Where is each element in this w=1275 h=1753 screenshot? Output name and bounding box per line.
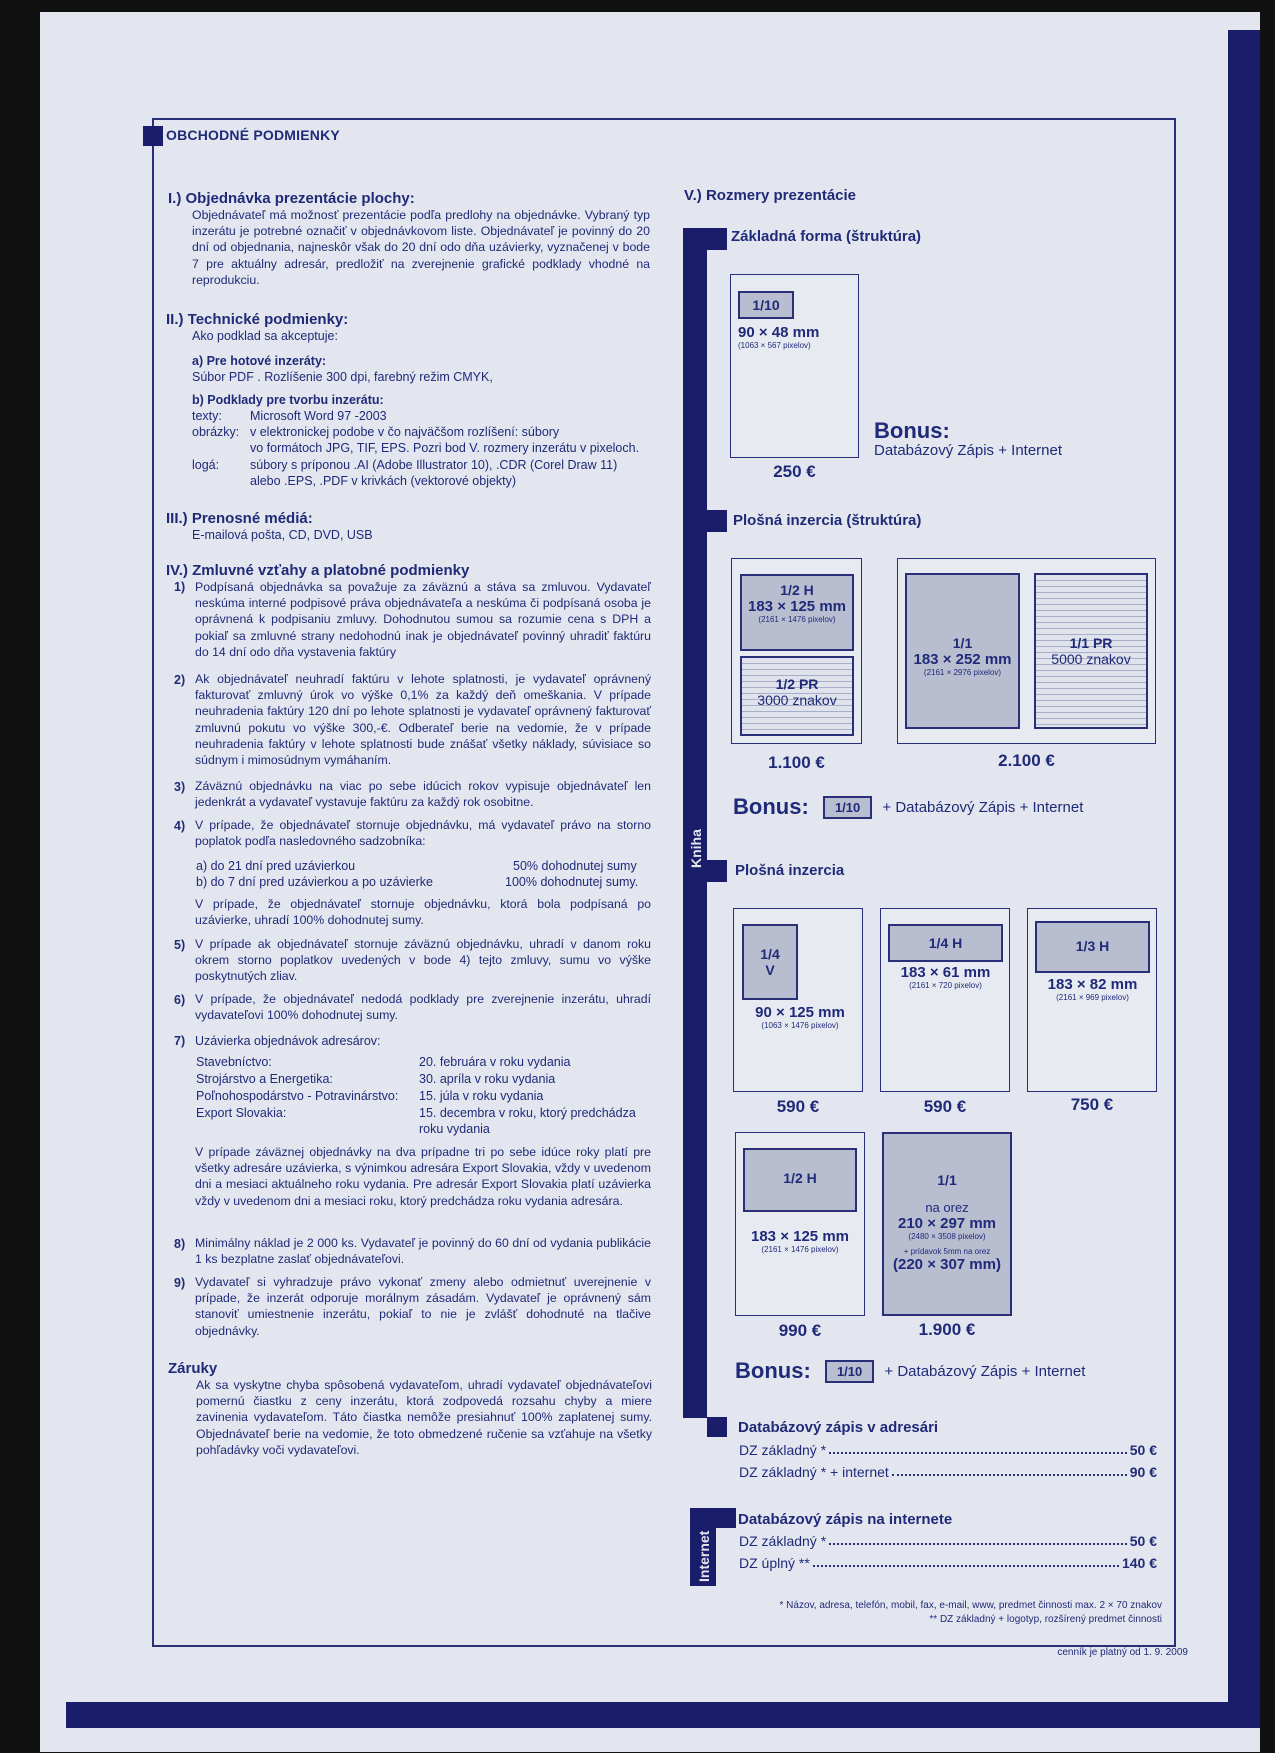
- db-directory-row-1-key: DZ základný *: [739, 1442, 827, 1458]
- basic-form-price: 250 €: [773, 462, 816, 481]
- db-directory-heading: Databázový zápis v adresári: [738, 1419, 939, 1436]
- item-4-text: V prípade, že objednávateľ stornuje objednávku, má vydavateľ právo na storno poplatok podľa nasledovného sadzobníka:: [195, 818, 651, 849]
- leader-dots: [892, 1464, 1127, 1476]
- title-marker: [143, 126, 163, 146]
- obrazky-value-2: vo formátoch JPG, TIF, EPS. Pozri bod V. rozmery inzerátu v pixeloch.: [250, 441, 640, 455]
- ad-1-2-h-label: 1/2 H: [780, 582, 814, 598]
- item-5-text: V prípade ak objednávateľ stornuje záväznú objednávku, uhradí v danom roku okrem storno poplatkov uvedených v bode 4) tejto zmluvy, sumu vo výške poskytnutých zliav.: [195, 937, 651, 984]
- deadline-1-key: Stavebníctvo:: [196, 1055, 272, 1069]
- display-price-1: 590 €: [776, 1097, 820, 1116]
- ad-1-3-h-mm: 183 × 82 mm: [1047, 976, 1138, 993]
- db-internet-row-2: [739, 1555, 1157, 1571]
- section-4-heading: IV.) Zmluvné vzťahy a platobné podmienky: [166, 562, 470, 579]
- ad-1-4-v-label-2: V: [765, 962, 775, 978]
- leader-dots: [829, 1533, 1127, 1545]
- db-directory-row-2-key: DZ základný * + internet: [739, 1464, 889, 1480]
- ad-1-4-h-mm: 183 × 61 mm: [900, 964, 991, 981]
- item-7-number: 7): [174, 1034, 186, 1048]
- ad-1-1-bleed-full: (220 × 307 mm): [893, 1256, 1001, 1273]
- ad-1-4-h: [888, 924, 1003, 962]
- bonus-3-text: + Databázový Zápis + Internet: [884, 1362, 1086, 1380]
- ad-1-10-label: 1/10: [752, 297, 780, 313]
- deadline-4-value-2: roku vydania: [419, 1122, 490, 1136]
- bonus-3-tag: 1/10: [825, 1360, 874, 1383]
- kniha-tick-1: [707, 228, 727, 250]
- item-7-extra: V prípade záväznej objednávky na dva prípadne tri po sebe idúce roky platí pre všetky adresáre uzávierka, s výnimkou adresára Export Slovakia, vždy v uvedenom dni a mesiaci aktuálneho roku vydania. Pre adresár Export Slovakia platí uzávierka vždy v uvedenom dni a mesiaci roku, ktorý predchádza roku vydania adresára.: [195, 1145, 651, 1208]
- basic-form-heading: Základná forma (štruktúra): [731, 228, 922, 245]
- ad-1-1-bleed-pridavok: + prídavok 5mm na orez: [903, 1247, 991, 1256]
- internet-label: Internet: [696, 1530, 712, 1582]
- section-2-heading: II.) Technické podmienky:: [166, 311, 349, 328]
- ad-1-2-h: [740, 574, 854, 651]
- ad-1-1-bleed-label: 1/1: [937, 1172, 957, 1188]
- deadline-3-key: Poľnohospodárstvo - Potravinárstvo:: [196, 1089, 399, 1103]
- ad-1-1-px: (2161 × 2976 pixelov): [923, 668, 1002, 677]
- ad-1-1-pr-sub: 5000 znakov: [1051, 651, 1131, 667]
- item-2-number: 2): [174, 673, 186, 687]
- bonus-3-title: Bonus:: [735, 1358, 811, 1383]
- display-price-4: 990 €: [778, 1321, 822, 1340]
- loga-value-2: alebo .EPS, .PDF v krivkách (vektorové objekty): [250, 474, 517, 488]
- loga-value-1: súbory s príponou .AI (Adobe Illustrator 10), .CDR (Corel Draw 11): [250, 458, 618, 472]
- display-price-5: 1.900 €: [918, 1320, 976, 1339]
- basic-form-size: [738, 324, 819, 350]
- ad-1-2-h-b: [743, 1148, 857, 1212]
- ad-1-4-h-px: (2161 × 720 pixelov): [909, 981, 982, 990]
- ad-1-4-v-label-1: 1/4: [760, 946, 780, 962]
- ad-1-1-bleed-orez: na orez: [925, 1200, 969, 1215]
- db-directory-row-1-value: 50 €: [1129, 1442, 1157, 1458]
- deadline-4-value-1: 15. decembra v roku, ktorý predchádza: [419, 1106, 636, 1120]
- section-1-heading: I.) Objednávka prezentácie plochy:: [168, 190, 415, 207]
- db-directory-row-2-value: 90 €: [1129, 1464, 1157, 1480]
- ad-1-2-pr-label: 1/2 PR: [775, 676, 819, 692]
- storno-b-value: 100% dohodnutej sumy.: [505, 875, 639, 889]
- deadline-1-value: 20. februára v roku vydania: [419, 1055, 571, 1069]
- guarantee-heading: Záruky: [168, 1360, 218, 1377]
- loga-key: logá:: [192, 458, 220, 472]
- deadline-4-key: Export Slovakia:: [196, 1106, 287, 1120]
- ad-1-2-pr-sub: 3000 znakov: [757, 692, 837, 708]
- item-2-text: Ak objednávateľ neuhradí faktúru v lehote splatnosti, je vydavateľ oprávnený fakturovať zmluvný úrok vo výške 0,1% za každý deň omeškania. V prípade neuhradenia faktúry 120 dní po lehote splatnosti je vydavateľ oprávnený fakturovať zmluvnú pokutu vo výške 300,-€. Odberateľ berie na vedomie, že v prípade neuhradenia faktúry v lehote splatnosti bude znášať všetky náklady, súvisiace so súdnym i mimosúdnym vymáhaním.: [195, 672, 651, 768]
- item-4-extra: V prípade, že objednávateľ stornuje objednávku, ktorá bola podpísaná po uzávierke, uhradí 100% dohodnutej sumy.: [195, 897, 651, 928]
- item-6-number: 6): [174, 993, 186, 1007]
- ad-1-4-h-label: 1/4 H: [928, 935, 963, 951]
- item-8-text: Minimálny náklad je 2 000 ks. Vydavateľ je povinný do 60 dní od vydania publikácie 1 ks bezplatne zaslať objednávateľovi.: [195, 1236, 651, 1267]
- bottom-edge-bar: [66, 1702, 1260, 1728]
- item-5-number: 5): [174, 938, 186, 952]
- item-7-text: Uzávierka objednávok adresárov:: [195, 1034, 381, 1048]
- kniha-tick-2: [707, 510, 727, 532]
- item-3-text: Záväznú objednávku na viac po sebe idúcich rokov vypisuje objednávateľ len jedenkrát a vydavateľ vystavuje faktúru za každý rok osobitne.: [195, 779, 651, 810]
- ad-1-4-v-mm: 90 × 125 mm: [755, 1004, 845, 1021]
- ad-1-2-h-b-label: 1/2 H: [783, 1170, 817, 1186]
- section-2-intro: Ako podklad sa akceptuje:: [192, 329, 338, 343]
- item-8-number: 8): [174, 1237, 186, 1251]
- db-internet-row-2-key: DZ úplný **: [739, 1555, 810, 1571]
- bonus-3: [735, 1358, 1085, 1384]
- storno-a-key: a) do 21 dní pred uzávierkou: [196, 859, 356, 873]
- ad-1-4-v: [742, 924, 798, 1000]
- bonus-2: [733, 794, 1083, 820]
- bonus-2-title: Bonus:: [733, 794, 809, 819]
- ad-1-4-v-px: (1063 × 1476 pixelov): [761, 1021, 839, 1030]
- storno-a-value: 50% dohodnutej sumy: [513, 859, 637, 873]
- kniha-bar: [683, 228, 707, 1418]
- display-price-2: 590 €: [923, 1097, 967, 1116]
- item-1-text: Podpísaná objednávka sa považuje za záväznú a stáva sa zmluvou. Vydavateľ neskúma interné podpisové práva objednávateľa a neskúma či podpísaná osoba je oprávnená k podpisaniu zmluvy. Dohodnutou sumou sa rozumie cena s DPH a pokiaľ sa zmluvné strany nedohodnú inak je objednávateľ povinný uhradiť faktúru do 14 dní odo dňa vystavenia faktúry: [195, 580, 651, 659]
- section-2a-heading: a) Pre hotové inzeráty:: [192, 354, 327, 368]
- ad-1-1-label: 1/1: [952, 635, 973, 651]
- basic-form-mm: 90 × 48 mm: [738, 324, 820, 341]
- db-internet-row-1-value: 50 €: [1129, 1533, 1157, 1549]
- structured-price-2: 2.100 €: [998, 751, 1055, 770]
- db-internet-row-1-key: DZ základný *: [739, 1533, 827, 1549]
- document-title: OBCHODNÉ PODMIENKY: [166, 127, 340, 143]
- ad-1-3-h-px: (2161 × 969 pixelov): [1056, 993, 1129, 1002]
- ad-1-1-bleed-px: (2480 × 3508 pixelov): [908, 1232, 986, 1241]
- ad-1-3-h-label: 1/3 H: [1075, 938, 1110, 954]
- db-directory-row-1: [739, 1442, 1157, 1458]
- dimensions-heading: V.) Rozmery prezentácie: [684, 187, 857, 204]
- display-price-3: 750 €: [1070, 1095, 1114, 1114]
- deadline-3-value: 15. júla v roku vydania: [419, 1089, 544, 1103]
- right-edge-bar: [1228, 30, 1260, 1710]
- ad-1-1-pr-label: 1/1 PR: [1069, 635, 1113, 651]
- item-6-text: V prípade, že objednávateľ nedodá podklady pre zverejnenie inzerátu, uhradí vydavateľovi 100% dohodnutej sumy.: [195, 992, 651, 1023]
- ad-1-4-v-size: [742, 1004, 858, 1030]
- leader-dots: [813, 1555, 1119, 1567]
- internet-tick: [716, 1508, 736, 1528]
- ad-1-1-bleed-mm: 210 × 297 mm: [898, 1215, 996, 1232]
- structured-price-1: 1.100 €: [768, 753, 825, 772]
- ad-1-2-h-b-mm: 183 × 125 mm: [751, 1228, 849, 1245]
- ad-1-1-bleed: [882, 1132, 1012, 1316]
- ad-1-3-h-size: [1035, 976, 1150, 1002]
- storno-b-key: b) do 7 dní pred uzávierkou a po uzávierke: [196, 875, 433, 889]
- item-4-number: 4): [174, 819, 186, 833]
- bonus-1-text: Databázový Zápis + Internet: [874, 442, 1063, 459]
- item-9-text: Vydavateľ si vyhradzuje právo vykonať zmeny alebo odmietnuť uverejnenie v prípade, že inzerát odporuje morálnym zásadám. Vydavateľ je oprávnený sám stanoviť umiestnenie inzerátu, pokiaľ to nie je zvlášť dohodnuté na tlačive objednávky.: [195, 1275, 651, 1338]
- item-1-number: 1): [174, 580, 186, 594]
- deadline-2-key: Strojárstvo a Energetika:: [196, 1072, 333, 1086]
- ad-1-3-h: [1035, 921, 1150, 973]
- leader-dots: [829, 1442, 1127, 1454]
- bonus-2-tag: 1/10: [823, 796, 872, 819]
- guarantee-text: Ak sa vyskytne chyba spôsobená vydavateľom, uhradí vydavateľ objednávateľovi pomernú čiastku z ceny inzerátu, ktorá zodpovedá rozsahu chyby a miere zavinenia vydavateľom. Táto čiastka nemôže presiahnuť 100% zaplatenej sumy. Objednávateľ berie na vedomie, že toto obmedzené ručenie sa vzťahuje na všetky pohľadávky voči vydavateľovi.: [196, 1378, 652, 1457]
- ad-1-4-h-size: [888, 964, 1003, 990]
- basic-form-px: (1063 × 567 pixelov): [738, 341, 811, 350]
- ad-1-10: [738, 291, 794, 319]
- item-3-number: 3): [174, 780, 186, 794]
- db-internet-heading: Databázový zápis na internete: [738, 1511, 953, 1528]
- section-3-heading: III.) Prenosné médiá:: [166, 510, 313, 527]
- ad-1-1: [905, 573, 1020, 729]
- display-ads-heading: Plošná inzercia: [735, 862, 845, 879]
- kniha-tick-3: [707, 860, 727, 882]
- footnote-2: ** DZ základný + logotyp, rozšírený predmet činnosti: [929, 1614, 1162, 1625]
- ad-1-2-h-mm: 183 × 125 mm: [748, 598, 846, 615]
- ad-1-2-h-b-size: [743, 1228, 857, 1254]
- ad-1-2-pr: [740, 656, 854, 736]
- ad-1-1-mm: 183 × 252 mm: [913, 651, 1012, 668]
- ad-1-1-pr: [1034, 573, 1148, 729]
- footnote-1: * Názov, adresa, telefón, mobil, fax, e-mail, www, predmet činnosti max. 2 × 70 znakov: [779, 1600, 1162, 1611]
- obrazky-key: obrázky:: [192, 425, 240, 439]
- ad-1-2-h-px: (2161 × 1476 pixelov): [758, 615, 836, 624]
- texty-key: texty:: [192, 409, 222, 423]
- section-2a-text: Súbor PDF . Rozlíšenie 300 dpi, farebný režim CMYK,: [192, 370, 493, 384]
- db-internet-row-1: [739, 1533, 1157, 1549]
- structured-ads-heading: Plošná inzercia (štruktúra): [733, 512, 922, 529]
- kniha-tick-4: [707, 1417, 727, 1437]
- section-1-text: Objednávateľ má možnosť prezentácie podľa predlohy na objednávke. Vybraný typ inzerátu je potrebné označiť v objednávkovom liste. Objednávateľ je povinný do 20 dní od objednania, najneskôr však do 20 dní odo dňa uzávierky, vyznačenej v bode 7 pre aktuálny adresár, predložiť na zverejnenie grafické podklady vhodné na reprodukciu.: [192, 208, 650, 287]
- texty-value: Microsoft Word 97 -2003: [250, 409, 387, 423]
- db-directory-row-2: [739, 1464, 1157, 1480]
- section-2b-heading: b) Podklady pre tvorbu inzerátu:: [192, 393, 384, 407]
- bonus-1-title: Bonus:: [874, 418, 950, 443]
- obrazky-value-1: v elektronickej podobe v čo najväčšom rozlíšení: súbory: [250, 425, 560, 439]
- kniha-label: Kniha: [688, 829, 704, 868]
- section-3-text: E-mailová pošta, CD, DVD, USB: [192, 528, 373, 542]
- item-9-number: 9): [174, 1276, 186, 1290]
- db-internet-row-2-value: 140 €: [1121, 1555, 1157, 1571]
- deadline-2-value: 30. apríla v roku vydania: [419, 1072, 556, 1086]
- validity-note: cenník je platný od 1. 9. 2009: [1057, 1647, 1188, 1658]
- ad-1-2-h-b-px: (2161 × 1476 pixelov): [761, 1245, 839, 1254]
- bonus-2-text: + Databázový Zápis + Internet: [882, 798, 1084, 816]
